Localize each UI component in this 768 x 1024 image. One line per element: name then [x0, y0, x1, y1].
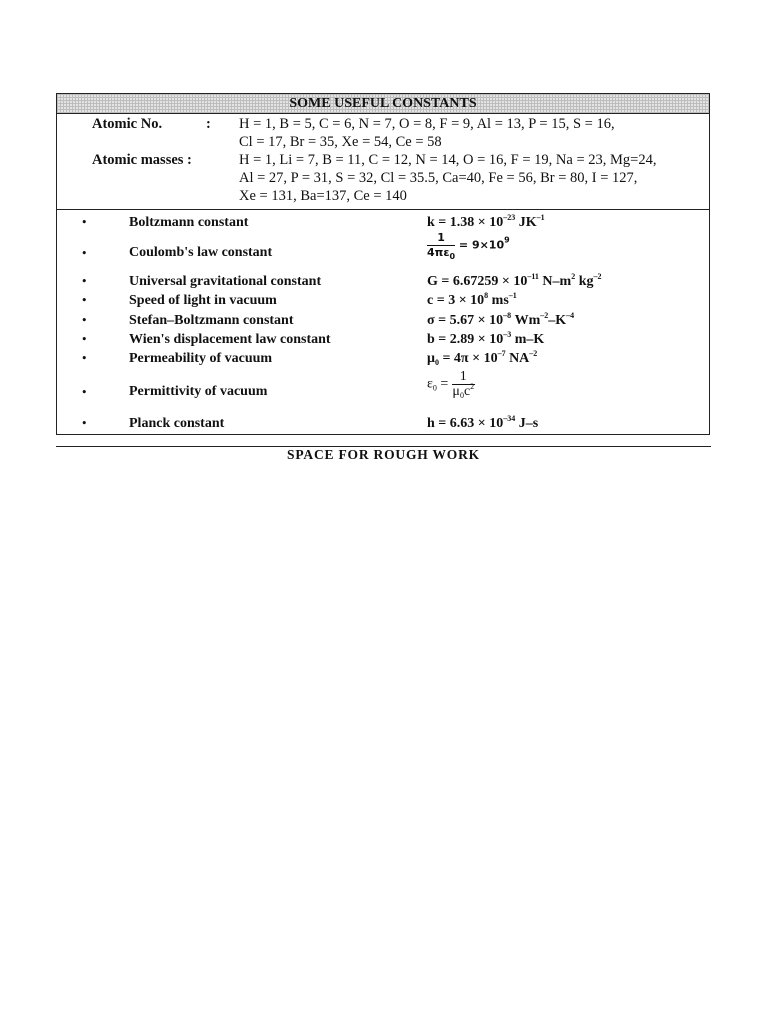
- constant-name: Permittivity of vacuum: [129, 384, 268, 399]
- atomic-no-label: Atomic No.: [92, 116, 163, 132]
- constant-name: Universal gravitational constant: [129, 274, 322, 289]
- atomic-no-line-1: H = 1, B = 5, C = 6, N = 7, O = 8, F = 9, Al = 13, P = 15, S = 16,: [239, 116, 615, 132]
- constant-name: Coulomb's law constant: [129, 245, 273, 260]
- constant-value: $G = 6.67259 \times 10^{-11}$ $N-m^2$ $kg^{-2}$: [427, 272, 602, 289]
- constant-value: $\sigma = 5.67 \times 10^{-8}$ $Wm^{-2}-K^{-4}$: [427, 311, 575, 328]
- fraction: $\frac{1}{\mu_0c^2}$: [452, 369, 475, 400]
- atomic-masses-label: Atomic masses :: [92, 152, 192, 168]
- constant-name: Stefan–Boltzmann constant: [129, 313, 294, 328]
- constant-value: $b = 2.89 \times 10^{-3}$ m–K: [427, 330, 545, 347]
- bullet: •: [81, 333, 88, 346]
- constant-value: $k = 1.38 \times 10^{-23}$ $JK^{-1}$: [427, 213, 545, 230]
- constant-name: Speed of light in vacuum: [129, 293, 277, 308]
- bullet: •: [81, 386, 88, 399]
- constant-value: $h = 6.63 \times 10^{-34}$ J–s: [427, 414, 539, 431]
- rough-work-heading: SPACE FOR ROUGH WORK: [287, 447, 480, 462]
- table-title: SOME USEFUL CONSTANTS: [57, 94, 709, 114]
- constant-name: Permeability of vacuum: [129, 351, 273, 366]
- atomic-data-section: [57, 114, 709, 210]
- constant-name: Planck constant: [129, 416, 225, 431]
- bullet: •: [81, 247, 88, 260]
- constant-value: $c = 3 \times 10^8$ $ms^{-1}$: [427, 291, 517, 308]
- constant-value: $\frac{1}{4\pi\varepsilon_0}$ = $9\times 10^9$: [427, 231, 510, 261]
- fraction: $\frac{1}{4\pi\varepsilon_0}$: [427, 231, 456, 261]
- atomic-masses-line-2: Al = 27, P = 31, S = 32, Cl = 35.5, Ca=40, Fe = 56, Br = 80, I = 127,: [239, 170, 638, 186]
- constant-value: $\mu_0 = 4\pi \times 10^{-7}$ $NA^{-2}$: [427, 349, 538, 367]
- bullet: •: [81, 417, 88, 430]
- atomic-masses-line-3: Xe = 131, Ba=137, Ce = 140: [239, 188, 407, 204]
- bullet: •: [81, 294, 88, 307]
- bullet: •: [81, 275, 88, 288]
- constants-box: [56, 93, 710, 435]
- bullet: •: [81, 314, 88, 327]
- constant-name: Boltzmann constant: [129, 215, 249, 230]
- bullet: •: [81, 352, 88, 365]
- atomic-no-colon: :: [206, 116, 211, 132]
- constant-value: $\varepsilon_0$ = $\frac{1}{\mu_0c^2}$: [427, 369, 475, 400]
- constants-list: [57, 210, 709, 434]
- bullet: •: [81, 216, 88, 229]
- atomic-masses-line-1: H = 1, Li = 7, B = 11, C = 12, N = 14, O = 16, F = 19, Na = 23, Mg=24,: [239, 152, 657, 168]
- atomic-no-line-2: Cl = 17, Br = 35, Xe = 54, Ce = 58: [239, 134, 442, 150]
- constant-name: Wien's displacement law constant: [129, 332, 331, 347]
